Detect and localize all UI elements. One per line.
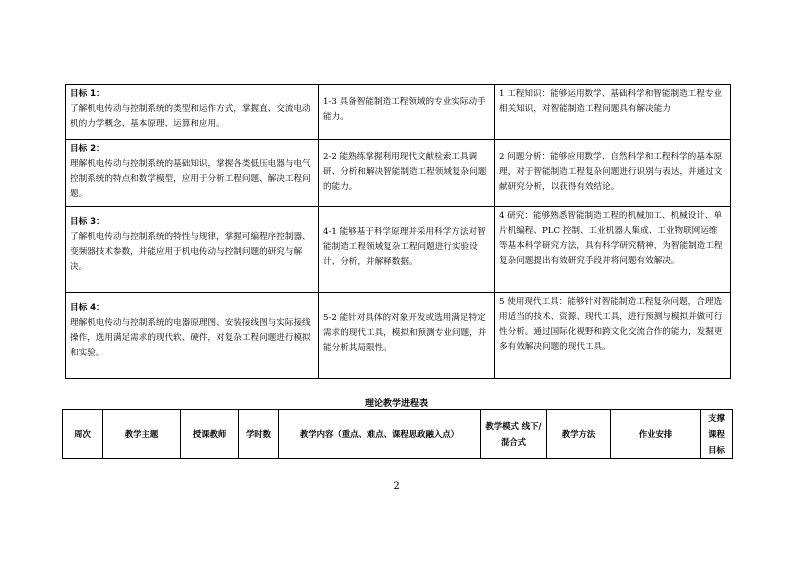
page-number: 2 <box>393 481 400 492</box>
objective-row-3 <box>66 207 731 293</box>
header-homework: 作业安排 <box>611 410 701 459</box>
objective-description: 理解机电传动与控制系统的基础知识，掌握各类低压电器与电气控制系统的特点和数学模型，应用于分析工程问题、解决工程问题。 <box>70 159 311 199</box>
objective-cell <box>66 207 319 293</box>
indicator-cell: 5-2 能针对具体的对象开发或选用满足特定需求的现代工具，模拟和预测专业问题，并能分析其局限性。 <box>319 293 495 379</box>
objective-cell <box>66 293 319 379</box>
schedule-table <box>62 409 733 459</box>
header-objective: 支撑 课程 目标 <box>701 410 733 459</box>
header-topic: 教学主题 <box>103 410 181 459</box>
objective-title: 目标 2： <box>70 144 105 154</box>
indicator-cell: 2-2 能熟练掌握利用现代文献检索工具调研、分析和解决智能制造工程领域复杂问题的能力。 <box>319 140 495 207</box>
header-mode: 教学模式 线下/混合式 <box>481 410 547 459</box>
indicator-cell: 1-3 具备智能制造工程领域的专业实际动手能力。 <box>319 85 495 140</box>
requirement-cell: 5 使用现代工具：能够针对智能制造工程复杂问题，合理选用适当的技术、资源、现代工具，进行预测与模拟并做可行性分析。通过国际化视野和跨文化交流合作的能力，发掘更多有效解决问题的现代工具。 <box>495 293 731 379</box>
objectives-table <box>65 84 731 379</box>
requirement-cell: 2 问题分析：能够应用数学、自然科学和工程科学的基本原理，对于智能制造工程复杂问题进行识别与表达，并通过文献研究分析，以获得有效结论。 <box>495 140 731 207</box>
objective-title: 目标 1： <box>70 89 105 99</box>
objective-cell <box>66 140 319 207</box>
requirement-cell: 1 工程知识：能够运用数学、基础科学和智能制造工程专业相关知识，对智能制造工程问题具有解决能力 <box>495 85 731 140</box>
header-teacher: 授课教师 <box>181 410 239 459</box>
objective-row-2 <box>66 140 731 207</box>
header-method: 教学方法 <box>547 410 611 459</box>
indicator-cell: 4-1 能够基于科学原理并采用科学方法对智能制造工程领域复杂工程问题进行实验设计、分析，并解释数据。 <box>319 207 495 293</box>
schedule-header-row <box>63 410 733 459</box>
objective-row-1 <box>66 85 731 140</box>
requirement-cell: 4 研究：能够熟悉智能制造工程的机械加工、机械设计、单片机编程、PLC 控制、工业机器人集成、工业物联网运维等基本科学研究方法，具有科学研究精神，为智能制造工程复杂问题提出有效研究手段并将问题有效解决。 <box>495 207 731 293</box>
schedule-caption: 理论教学进程表 <box>364 399 428 409</box>
objective-description: 了解机电传动与控制系统的类型和运作方式，掌握直、交流电动机的力学概念、基本原理、运算和应用。 <box>70 104 311 129</box>
objective-row-4 <box>66 293 731 379</box>
header-hours: 学时数 <box>239 410 279 459</box>
header-week: 周次 <box>63 410 103 459</box>
header-content: 教学内容（重点、难点、课程思政融入点） <box>279 410 481 459</box>
objective-title: 目标 3： <box>70 217 105 227</box>
objective-cell <box>66 85 319 140</box>
objective-description: 理解机电传动与控制系统的电器原理图、安装接线图与实际接线操作，选用满足需求的现代软、硬件，对复杂工程问题进行模拟和实验。 <box>70 318 311 358</box>
objective-title: 目标 4： <box>70 303 105 313</box>
objective-description: 了解机电传动与控制系统的特性与规律，掌握可编程序控制器、变频器技术参数，并能应用于机电传动与控制问题的研究与解决。 <box>70 232 311 272</box>
